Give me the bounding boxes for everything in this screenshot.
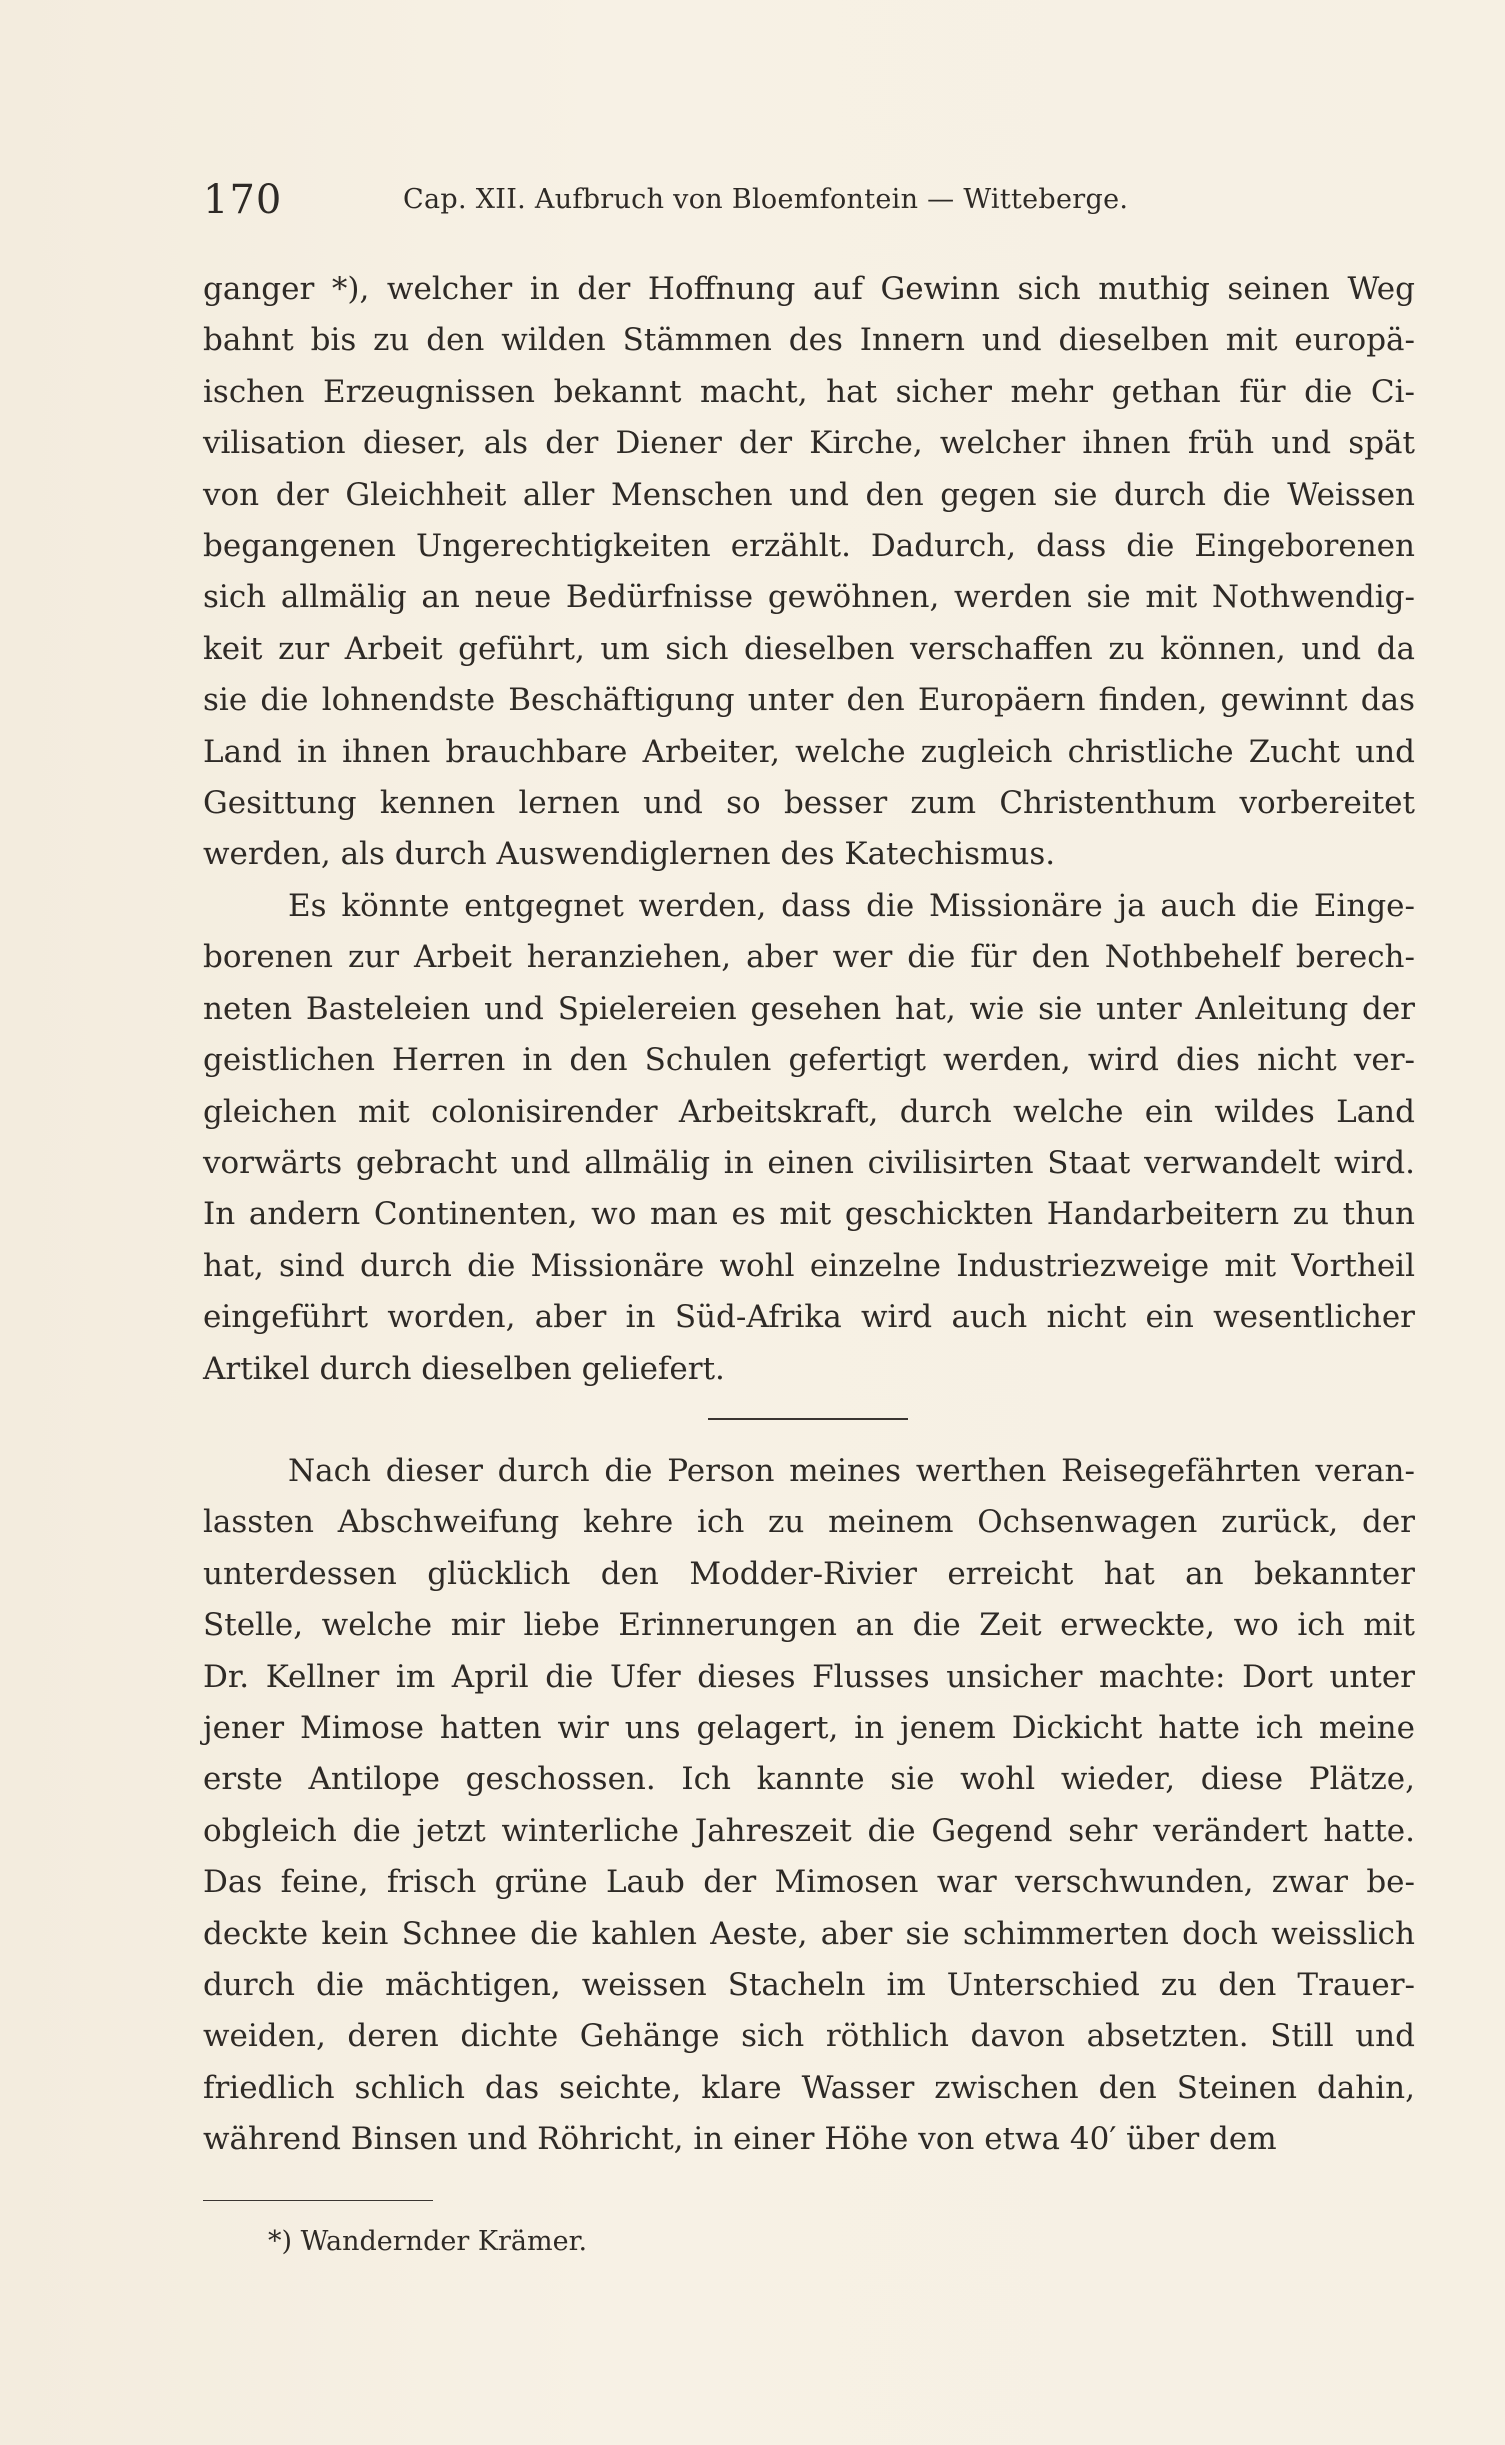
footnote-divider [203, 2200, 433, 2201]
text-line: ischen Erzeugnissen bekannt macht, hat sicher mehr gethan für die Ci- [203, 373, 1415, 410]
page-number: 170 [203, 177, 283, 223]
text-line: keit zur Arbeit geführt, um sich dieselben verschaffen zu können, und da [203, 630, 1415, 667]
text-line: In andern Continenten, wo man es mit geschickten Handarbeitern zu thun [203, 1196, 1415, 1233]
text-line: Gesittung kennen lernen und so besser zum Christenthum vorbereitet [203, 784, 1415, 821]
text-line: geistlichen Herren in den Schulen gefertigt werden, wird dies nicht ver- [203, 1042, 1415, 1079]
text-line: Land in ihnen brauchbare Arbeiter, welche zugleich christliche Zucht und [203, 733, 1415, 770]
text-line: neten Basteleien und Spielereien gesehen hat, wie sie unter Anleitung der [203, 990, 1415, 1027]
text-line: während Binsen und Röhricht, in einer Höhe von etwa 40′ über dem [203, 2121, 1277, 2158]
text-line: von der Gleichheit aller Menschen und den gegen sie durch die Weissen [203, 476, 1415, 513]
text-line: hat, sind durch die Missionäre wohl einzelne Industriezweige mit Vortheil [203, 1247, 1415, 1284]
text-line: Es könnte entgegnet werden, dass die Missionäre ja auch die Einge- [288, 888, 1415, 924]
paragraph [203, 881, 1415, 1395]
text-line: weiden, deren dichte Gehänge sich röthlich davon absetzten. Still und [203, 2018, 1415, 2055]
footnote: *) Wandernder Krämer. [268, 2226, 588, 2257]
text-line: obgleich die jetzt winterliche Jahreszeit die Gegend sehr verändert hatte. [203, 1812, 1415, 1849]
text-line: ganger *), welcher in der Hoffnung auf Gewinn sich muthig seinen Weg [203, 271, 1415, 307]
text-line: Nach dieser durch die Person meines werthen Reisegefährten veran- [288, 1453, 1415, 1489]
text-line: sie die lohnendste Beschäftigung unter den Europäern finden, gewinnt das [203, 682, 1415, 719]
text-line: bahnt bis zu den wilden Stämmen des Innern und dieselben mit europä- [203, 322, 1415, 359]
text-line: Stelle, welche mir liebe Erinnerungen an die Zeit erweckte, wo ich mit [203, 1607, 1415, 1644]
text-line: friedlich schlich das seichte, klare Wasser zwischen den Steinen dahin, [203, 2069, 1415, 2106]
text-line: gleichen mit colonisirender Arbeitskraft, durch welche ein wildes Land [203, 1093, 1415, 1130]
text-line: deckte kein Schnee die kahlen Aeste, aber sie schimmerten doch weisslich [203, 1915, 1415, 1952]
text-line: unterdessen glücklich den Modder-Rivier erreicht hat an bekannter [203, 1555, 1415, 1592]
text-line: lassten Abschweifung kehre ich zu meinem Ochsenwagen zurück, der [203, 1504, 1415, 1541]
text-line: sich allmälig an neue Bedürfnisse gewöhnen, werden sie mit Nothwendig- [203, 579, 1415, 616]
text-line: Das feine, frisch grüne Laub der Mimosen war verschwunden, zwar be- [203, 1864, 1415, 1901]
section-divider [708, 1418, 908, 1420]
text-line: Artikel durch dieselben geliefert. [203, 1350, 725, 1387]
page-header [203, 175, 1415, 225]
text-line: borenen zur Arbeit heranziehen, aber wer die für den Nothbehelf berech- [203, 939, 1415, 976]
text-line: Dr. Kellner im April die Ufer dieses Flusses unsicher machte: Dort unter [203, 1658, 1415, 1695]
paragraph [203, 264, 1415, 881]
text-line: durch die mächtigen, weissen Stacheln im Unterschied zu den Trauer- [203, 1966, 1415, 2003]
text-line: begangenen Ungerechtigkeiten erzählt. Dadurch, dass die Eingeborenen [203, 527, 1415, 564]
text-line: vorwärts gebracht und allmälig in einen civilisirten Staat verwandelt wird. [203, 1144, 1415, 1181]
text-line: vilisation dieser, als der Diener der Kirche, welcher ihnen früh und spät [203, 425, 1415, 462]
text-line: werden, als durch Auswendiglernen des Katechismus. [203, 836, 1056, 873]
text-line: erste Antilope geschossen. Ich kannte sie wohl wieder, diese Plätze, [203, 1761, 1415, 1798]
paragraph [203, 1446, 1415, 2165]
running-head: Cap. XII. Aufbruch von Bloemfontein — Witteberge. [403, 184, 1129, 215]
text-line: jener Mimose hatten wir uns gelagert, in jenem Dickicht hatte ich meine [203, 1709, 1415, 1746]
text-line: eingeführt worden, aber in Süd-Afrika wird auch nicht ein wesentlicher [203, 1299, 1415, 1336]
